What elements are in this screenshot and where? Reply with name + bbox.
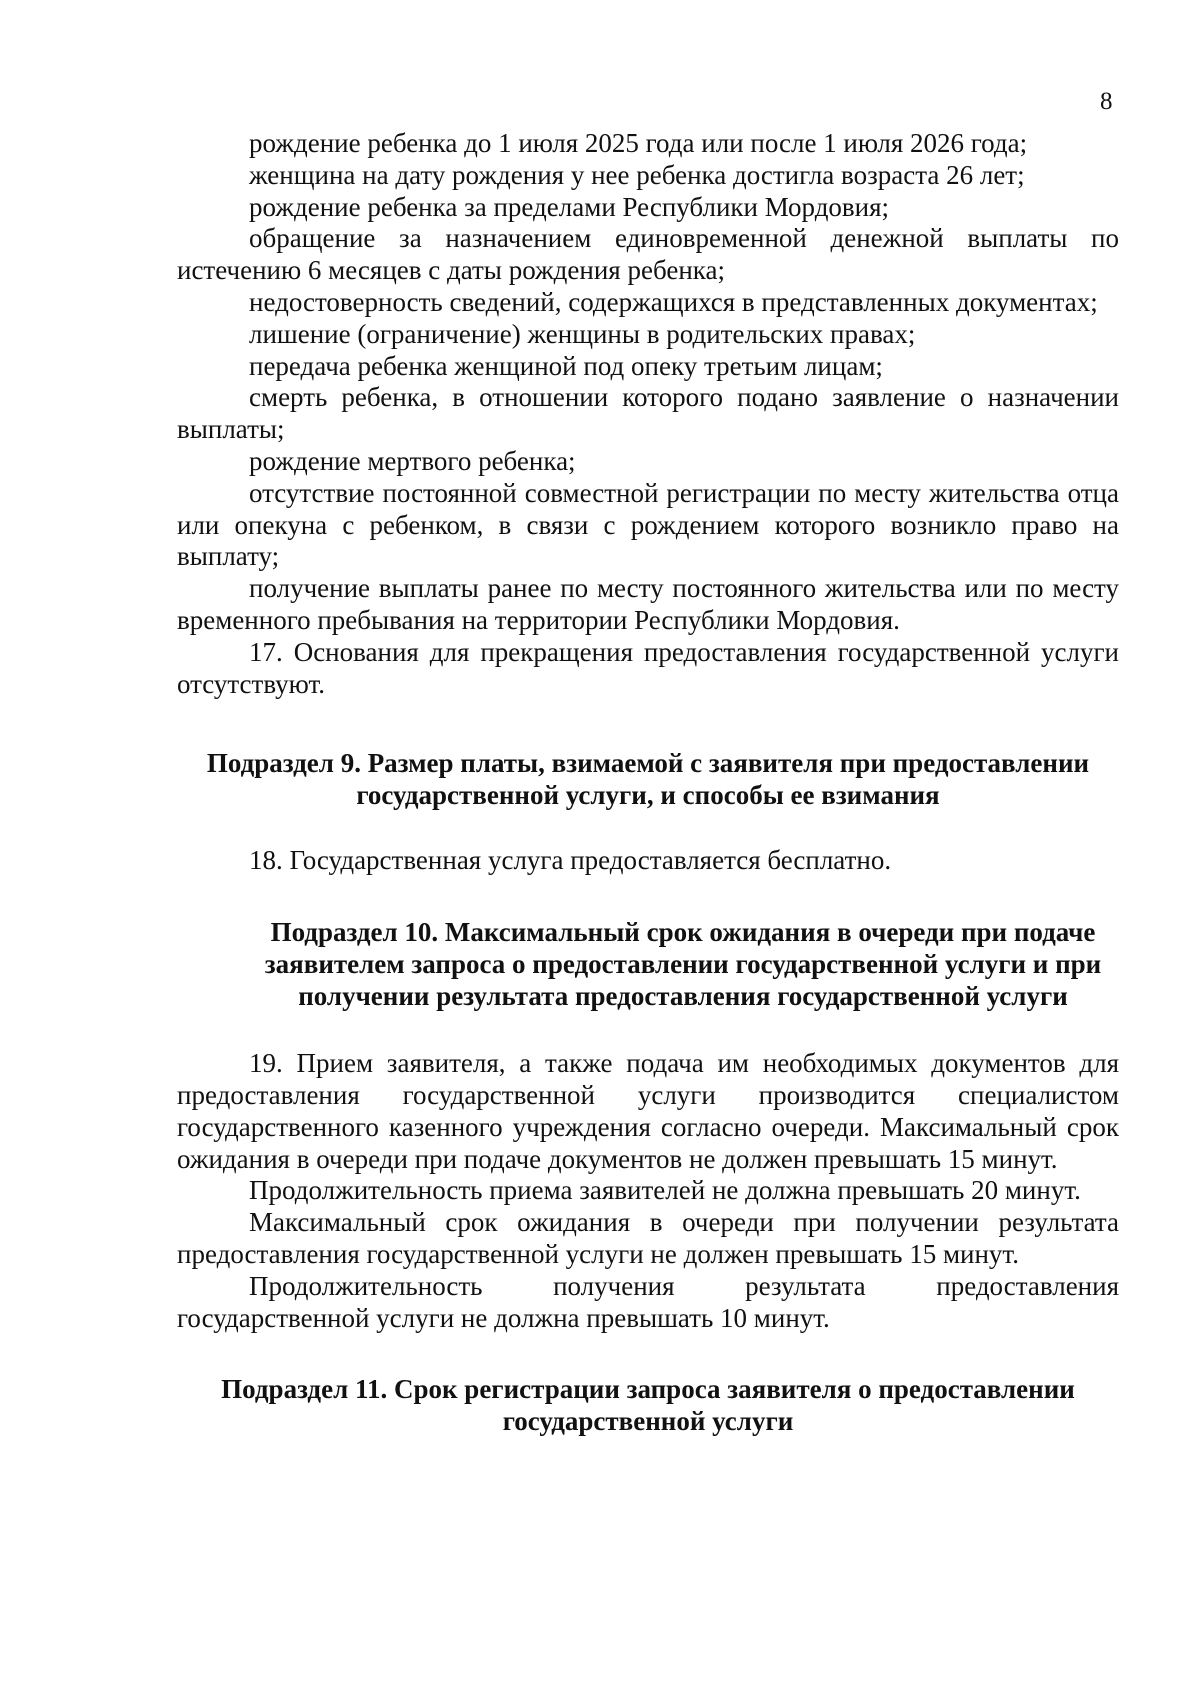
paragraph: Максимальный срок ожидания в очереди при получении результата предоставления государственной услуги не должен превышать 15 минут. (177, 1207, 1119, 1269)
paragraph: Продолжительность получения результата предоставления государственной услуги не должна превышать 10 минут. (177, 1270, 1119, 1333)
section-11-heading-line: государственной услуги (502, 1406, 794, 1437)
list-item: получение выплаты ранее по месту постоянного жительства или по месту временного пребывания на территории Республики Мордовия. (177, 573, 1119, 635)
section-9-heading-line: государственной услуги, и способы ее взимания (356, 780, 940, 811)
paragraph-17: 17. Основания для прекращения предоставления государственной услуги отсутствуют. (177, 636, 1119, 699)
section-10-heading-line: получении результата предоставления государственной услуги (298, 981, 1068, 1012)
list-item: обращение за назначением единовременной денежной выплаты по истечению 6 месяцев с даты рождения ребенка; (177, 223, 1119, 286)
paragraph-18: 18. Государственная услуга предоставляется бесплатно. (249, 845, 892, 876)
list-item: отсутствие постоянной совместной регистрации по месту жительства отца или опекуна с ребенком, в связи с рождением которого возникло право на выплату; (177, 477, 1119, 572)
list-item: лишение (ограничение) женщины в родительских правах; (249, 318, 916, 349)
section-10-heading-line: заявителем запроса о предоставлении государственной услуги и при (264, 949, 1102, 980)
list-item: передача ребенка женщиной под опеку третьим лицам; (249, 350, 883, 381)
list-item: женщина на дату рождения у нее ребенка достигла возраста 26 лет; (249, 159, 1025, 190)
paragraph-19: 19. Прием заявителя, а также подача им необходимых документов для предоставления государственной услуги производится специалистом государственного казенного учреждения согласно очереди. Максимальный срок ожидания в очереди при подаче документов не должен превышать 15 минут. (177, 1048, 1119, 1174)
list-item: недостоверность сведений, содержащихся в представленных документах; (249, 286, 1098, 317)
section-10-heading-line: Подраздел 10. Максимальный срок ожидания в очереди при подаче (270, 917, 1096, 948)
list-item: рождение ребенка до 1 июля 2025 года или после 1 июля 2026 года; (249, 128, 1028, 158)
paragraph: Продолжительность приема заявителей не должна превышать 20 минут. (249, 1175, 1081, 1206)
section-11-heading-line: Подраздел 11. Срок регистрации запроса заявителя о предоставлении (221, 1374, 1075, 1405)
page-content (177, 128, 1119, 1437)
list-item: смерть ребенка, в отношении которого подано заявление о назначении выплаты; (177, 382, 1119, 445)
page-number: 8 (1100, 88, 1113, 115)
list-item: рождение ребенка за пределами Республики Мордовия; (249, 191, 890, 222)
section-9-heading-line: Подраздел 9. Размер платы, взимаемой с заявителя при предоставлении (206, 748, 1090, 779)
list-item: рождение мертвого ребенка; (249, 445, 576, 476)
section-9-heading (177, 747, 1119, 811)
section-11-heading (177, 1373, 1119, 1437)
section-10-heading (177, 916, 1119, 1012)
